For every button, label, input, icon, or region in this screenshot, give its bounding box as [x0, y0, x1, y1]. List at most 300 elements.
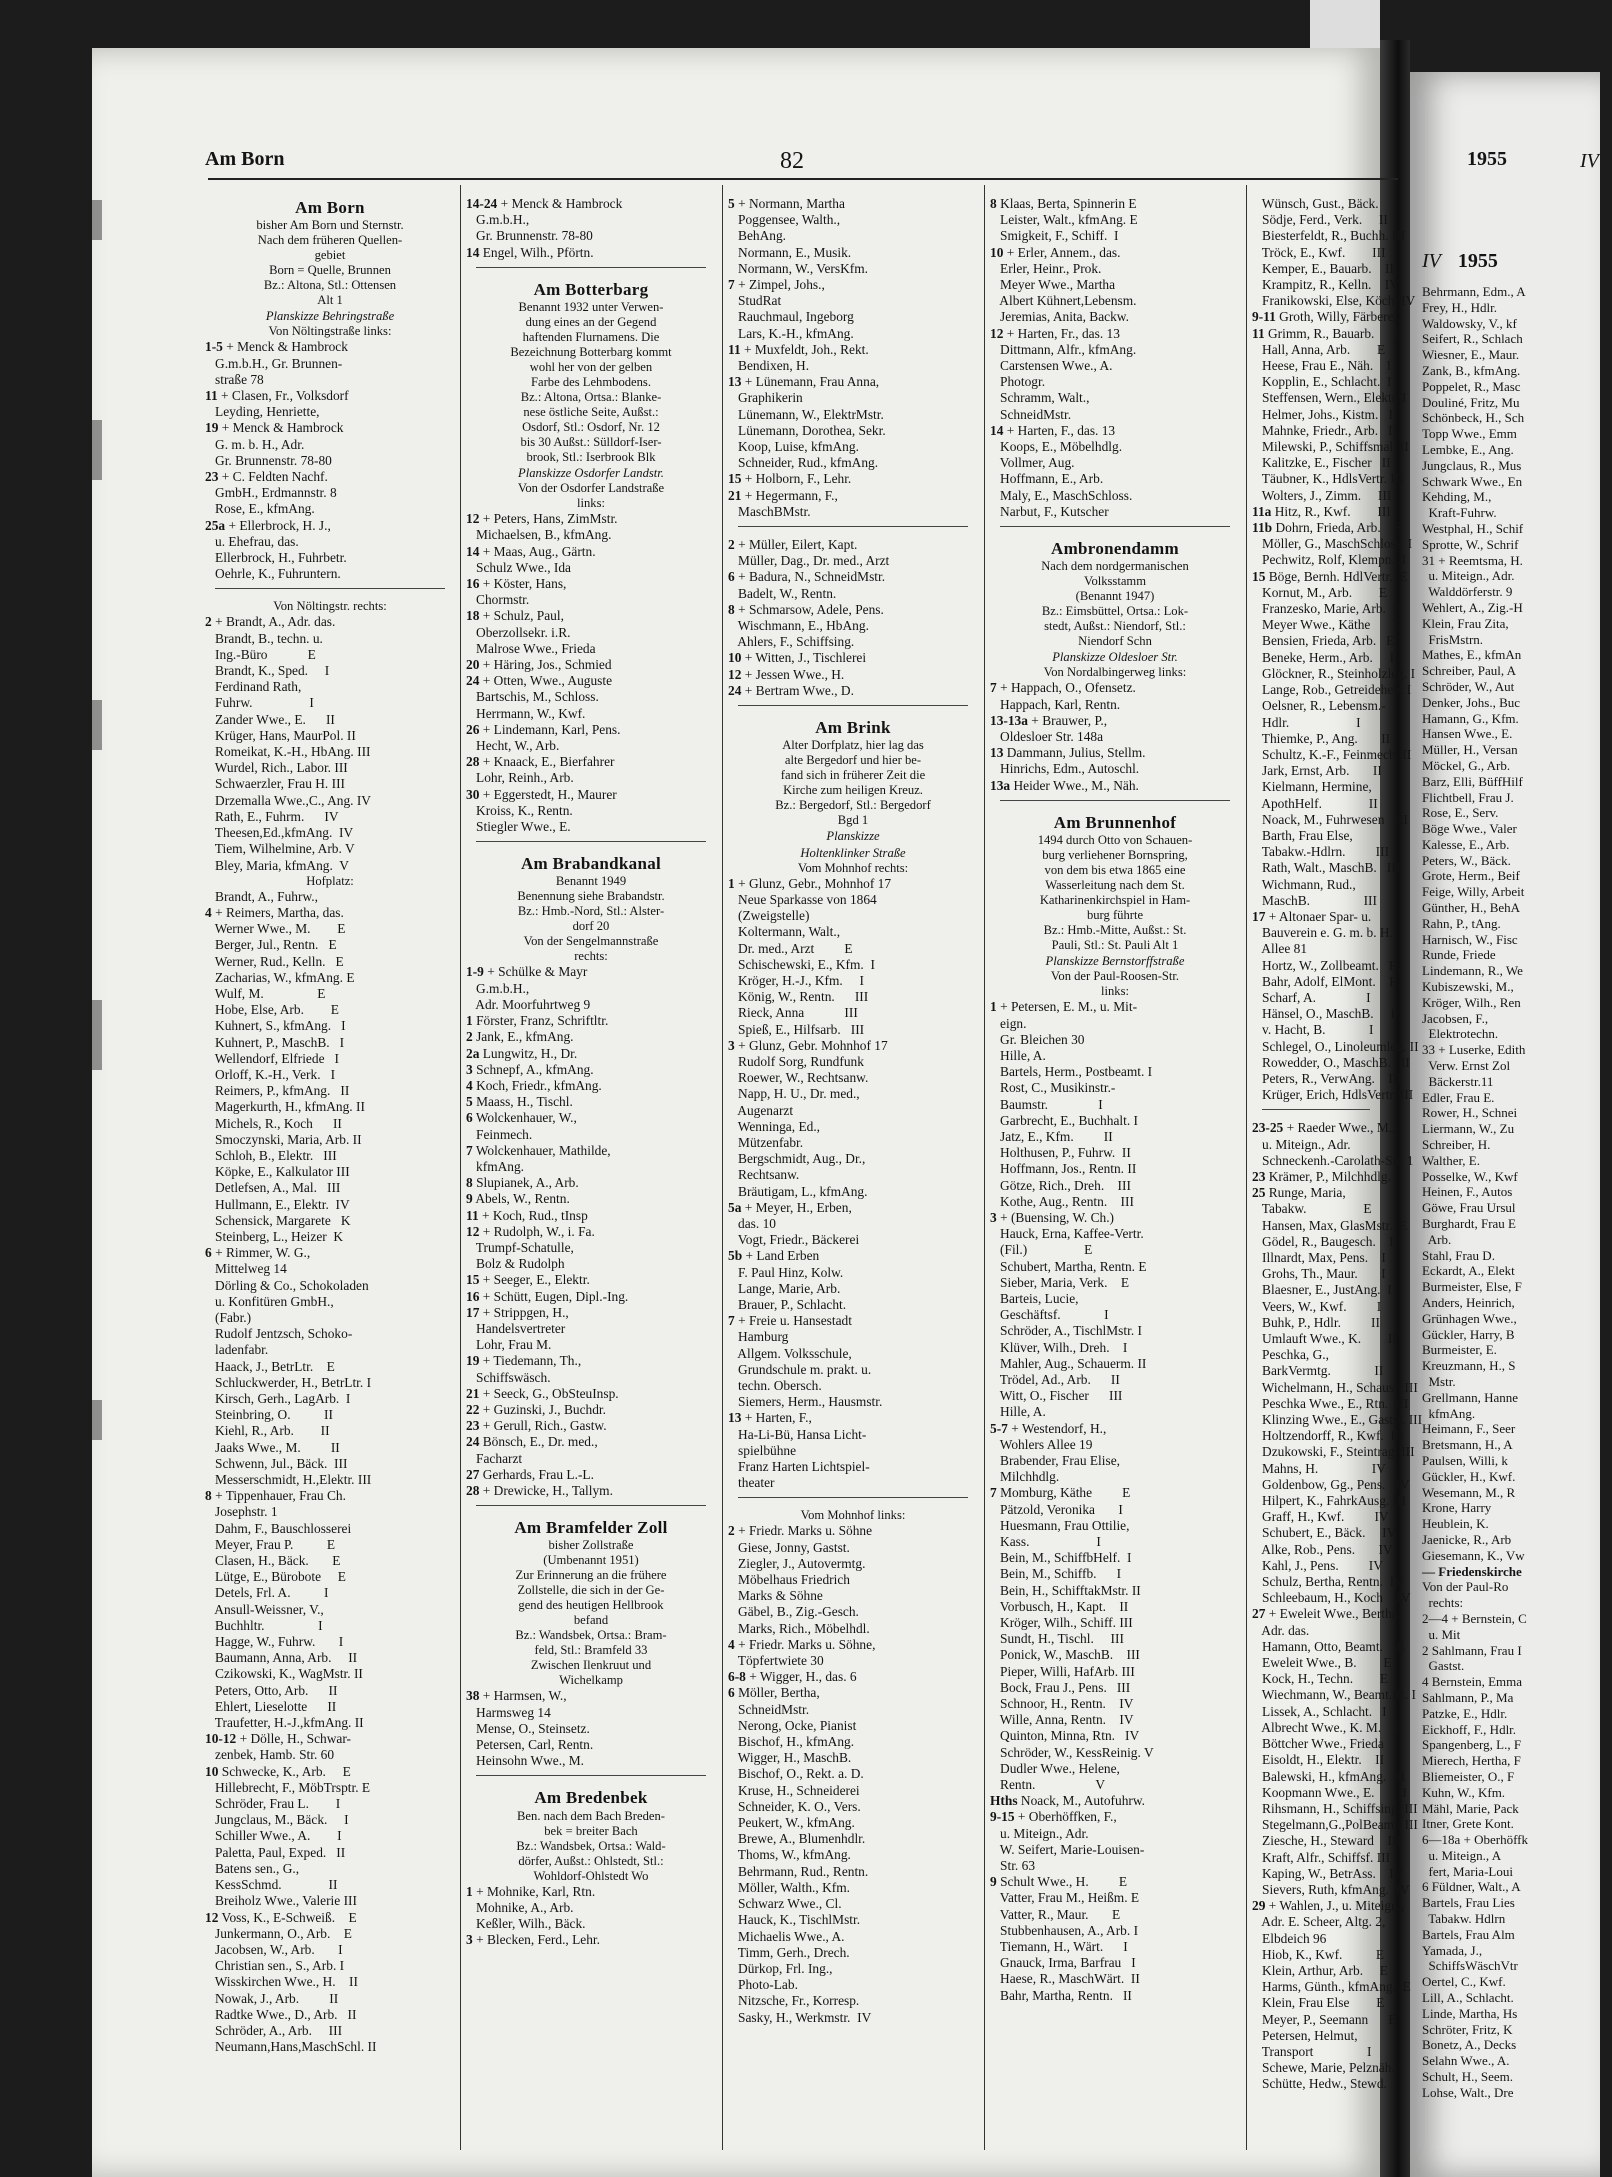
resident-entry [205, 566, 455, 582]
resident-entry [728, 1847, 978, 1863]
resident-entry [1252, 1363, 1384, 1379]
resident-text: Napp, H. U., Dr. med., [728, 1086, 860, 1102]
resident-entry [1252, 1638, 1405, 1655]
plan-reference: Planskizze Bernstorffstraße [1045, 954, 1185, 969]
resident-entry [990, 326, 1240, 342]
resident-text: + Mohnike, Karl, Rtn. [476, 1883, 596, 1899]
resident-text: Handelsvertreter [466, 1320, 566, 1336]
directory-column-5 [1252, 196, 1423, 2156]
resident-text: Hänsel, O., MaschB. I [1252, 1006, 1395, 1022]
resident-text: straße 78 [205, 371, 264, 387]
house-number: 23-25 [1252, 1120, 1284, 1136]
resident-text: Haack, J., BetrLtr. E [205, 1358, 335, 1374]
resident-text: Traufetter, H.-J.,kfmAng. II [205, 1715, 364, 1731]
facing-page-line: Grote, Herm., Beif [1422, 868, 1520, 884]
resident-text: + Menck & Hambrock [500, 196, 623, 211]
house-number: 10-12 [205, 1731, 237, 1747]
resident-entry [1252, 811, 1408, 828]
resident-text: Rauchmaul, Ingeborg [728, 309, 854, 325]
resident-text: Franz Harten Lichtspiel- [728, 1459, 870, 1475]
resident-text: + Harten, F., [744, 1410, 812, 1426]
resident-entry [728, 1167, 978, 1183]
house-number: 9 [466, 1191, 473, 1207]
resident-entry [1252, 2044, 1380, 2060]
resident-text: Hille, A. [990, 1404, 1046, 1420]
facing-page-line: Rower, H., Schnei [1422, 1105, 1518, 1121]
resident-entry [728, 1281, 978, 1297]
resident-text: Rechtsanw. [728, 1167, 800, 1183]
resident-text: Giese, Jonny, Gastst. [728, 1539, 850, 1555]
resident-text: + Drewicke, H., Tallym. [482, 1482, 613, 1498]
resident-entry [205, 1067, 455, 1083]
plan-reference: Planskizze Behringstraße [265, 309, 395, 324]
resident-entry [990, 1226, 1240, 1242]
resident-entry [1252, 1979, 1411, 1995]
resident-text: Pechwitz, Rolf, Klempn. I [1252, 552, 1406, 568]
running-head-year: 1955 [1467, 148, 1507, 170]
resident-entry [466, 1753, 716, 1769]
resident-text: Neue Sparkasse von 1864 [728, 891, 877, 907]
page-number: 82 [780, 148, 804, 174]
resident-text: Narbut, F., Kutscher [990, 503, 1109, 519]
resident-text: Harmsweg 14 [466, 1704, 551, 1720]
resident-text: ApothHelf. II [1252, 795, 1378, 811]
resident-text: Trödel, Ad., Arb. II [990, 1371, 1120, 1387]
resident-text: Bein, H., SchifftakMstr. II [990, 1582, 1141, 1598]
resident-text: Gäbel, B., Zig.-Gesch. [728, 1604, 859, 1620]
resident-text: Kothe, Aug., Rentn. III [990, 1193, 1134, 1209]
street-heading: Am Born [295, 198, 365, 217]
street-note: von dem bis etwa 1865 eine [1044, 863, 1186, 878]
resident-text: Leyding, Henriette, [205, 404, 320, 420]
gutter-mark [92, 200, 102, 240]
resident-text: Siemers, Herm., Hausmstr. [728, 1394, 883, 1410]
resident-entry [990, 1437, 1240, 1453]
resident-text: Ferdinand Rath, [205, 679, 302, 695]
house-number: 13 [990, 745, 1004, 761]
resident-entry [728, 1993, 978, 2009]
resident-entry [466, 592, 716, 608]
resident-entry [466, 1353, 716, 1369]
resident-text: Engel, Wilh., Pförtn. [482, 244, 594, 260]
resident-entry [466, 997, 716, 1013]
resident-entry [728, 1313, 978, 1329]
facing-page-line: — Friedenskirche [1422, 1563, 1522, 1579]
resident-entry [205, 631, 455, 647]
street-note: alte Bergedorf und hier be- [784, 753, 922, 768]
street-note: (Benannt 1947) [1075, 589, 1155, 604]
resident-text: + Lindemann, Karl, Pens. [482, 721, 621, 737]
resident-text: + Seeck, G., ObSteuInsp. [482, 1385, 619, 1401]
resident-text: Schulz Wwe., Ida [466, 559, 571, 575]
facing-page-line: Mstr. [1422, 1373, 1456, 1389]
resident-entry [1252, 1784, 1407, 1801]
resident-text: Buchhltr. I [205, 1617, 323, 1633]
resident-entry [1252, 1168, 1391, 1185]
resident-entry [205, 1423, 455, 1439]
resident-entry [205, 388, 455, 404]
resident-text: + Land Erben [745, 1248, 820, 1264]
house-number: 26 [466, 721, 480, 737]
resident-entry [990, 1502, 1240, 1518]
resident-text: Kass. I [990, 1534, 1101, 1549]
resident-entry [205, 841, 455, 857]
resident-text: Junkermann, O., Arb. E [205, 1925, 352, 1941]
resident-text: + Reimers, Martha, das. [215, 904, 344, 920]
resident-entry [466, 819, 716, 835]
street-note: Von der Osdorfer Landstraße [517, 481, 665, 496]
resident-entry [205, 1018, 455, 1034]
resident-entry [728, 245, 978, 261]
resident-text: Tröck, E., Kwf. III [1252, 244, 1386, 260]
resident-entry [205, 1861, 455, 1877]
resident-entry [728, 973, 978, 989]
facing-page-line: Schröter, Fritz, K [1422, 2021, 1513, 2037]
resident-text: Dürkop, Frl. Ing., [728, 1960, 833, 1976]
resident-entry [728, 1977, 978, 1993]
resident-text: + Jessen Wwe., H. [744, 666, 845, 682]
house-number: 23 [466, 1418, 480, 1434]
resident-text: Franikowski, Else, Köch. IV [1252, 293, 1416, 309]
resident-text: Ziesche, H., Steward III [1252, 1833, 1401, 1849]
resident-text: Kielmann, Hermine, [1252, 779, 1372, 795]
resident-text: Hamann, Otto, Beamt. E [1252, 1638, 1405, 1654]
facing-page-line: Jungclaus, R., Mus [1422, 457, 1522, 473]
resident-entry [990, 729, 1240, 745]
house-number: 1 [466, 1013, 473, 1029]
resident-text: Holtzendorff, R., Kwf. III [1252, 1428, 1404, 1444]
resident-entry [205, 1488, 455, 1504]
resident-text: + Häring, Jos., Schmied [482, 657, 612, 673]
resident-text: (Zweigstelle) [728, 908, 810, 924]
facing-page-line: 33 + Luserke, Edith [1422, 1042, 1526, 1058]
resident-text: Jaaks Wwe., M. II [205, 1439, 340, 1455]
house-number: Hths [990, 1793, 1018, 1809]
resident-text: Ha-Li-Bü, Hansa Licht- [728, 1426, 867, 1442]
resident-text: Feinmech. [466, 1126, 533, 1142]
resident-text: Kock, H., Techn. E [1252, 1671, 1389, 1687]
facing-page-line: Peters, W., Bäck. [1422, 852, 1511, 868]
resident-entry [990, 1129, 1240, 1145]
resident-entry [466, 1029, 716, 1045]
resident-text: Ziegler, J., Autovermtg. [728, 1555, 866, 1571]
resident-entry [205, 663, 455, 679]
resident-entry [1252, 1395, 1409, 1412]
resident-entry [205, 1148, 455, 1164]
house-number: 38 [466, 1688, 480, 1704]
resident-text: Beneke, Herm., Arb. I [1252, 649, 1395, 665]
house-number: 9-11 [1252, 309, 1276, 325]
resident-entry [728, 455, 978, 471]
resident-entry [466, 1932, 716, 1948]
resident-entry [205, 986, 455, 1002]
facing-page-line: Schwark Wwe., En [1422, 473, 1523, 489]
resident-entry [205, 1180, 455, 1196]
section-separator [738, 526, 968, 537]
resident-text: Gödel, R., Baugesch. I [1252, 1233, 1394, 1249]
resident-text: Goldenbow, Gg., Pens. IV [1252, 1476, 1410, 1492]
facing-page-line: 4 Bernstein, Emma [1422, 1674, 1523, 1690]
resident-entry [728, 1216, 978, 1232]
resident-text: Adr. Moorfuhrtweg 9 [466, 996, 591, 1012]
resident-text: Veers, W., Kwf. I [1252, 1298, 1382, 1314]
resident-entry [728, 941, 978, 957]
street-heading: Am Brunnenhof [1053, 812, 1177, 832]
resident-text: Schwarz Wwe., Cl. [728, 1896, 842, 1912]
resident-entry [1252, 909, 1380, 925]
resident-text: Wenninga, Ed., [728, 1118, 821, 1134]
resident-text: Petersen, Helmut, [1252, 2027, 1358, 2043]
resident-entry [466, 1916, 716, 1932]
resident-entry [205, 1164, 455, 1180]
resident-text: Schulz, Bertha, Rentn. IV [1252, 1574, 1404, 1590]
resident-text: + Muxfeldt, Joh., Rekt. [744, 341, 869, 357]
resident-text: Mützenfabr. [728, 1134, 804, 1150]
facing-page-line: Mierech, Hertha, F [1422, 1753, 1521, 1769]
resident-text: Schwenn, Jul., Bäck. III [205, 1455, 348, 1471]
facing-page-line: Itner, Grete Kont. [1422, 1816, 1514, 1832]
resident-text: Radtke Wwe., D., Arb. II [205, 2006, 357, 2022]
house-number: 1 [990, 999, 997, 1015]
resident-entry [1252, 390, 1407, 406]
house-number: 8 [205, 1488, 212, 1504]
resident-entry [205, 970, 455, 986]
resident-text: + Seeger, E., Elektr. [482, 1272, 590, 1288]
street-note: befand [573, 1613, 609, 1628]
resident-text: Jacobsen, W., Arb. I [205, 1941, 343, 1957]
resident-entry [990, 1453, 1240, 1469]
resident-entry [205, 485, 455, 501]
resident-entry [1252, 341, 1386, 358]
resident-text: Wischmann, E., HbAng. [728, 618, 869, 634]
resident-text: Bartels, Herm., Postbeamt. I [990, 1064, 1153, 1080]
facing-page-line: Jaenicke, R., Arb [1422, 1531, 1512, 1547]
resident-text: Schwaerzler, Frau H. III [205, 776, 346, 792]
resident-entry [1252, 1315, 1380, 1331]
resident-entry [990, 1809, 1240, 1825]
resident-text: techn. Obersch. [728, 1378, 822, 1393]
resident-entry [1252, 1054, 1410, 1071]
resident-text: Möbelhaus Friedrich [728, 1572, 850, 1588]
facing-page-line: Oertel, C., Kwf. [1422, 1974, 1506, 1990]
resident-text: + Wahlen, J., u. Miteign., [1268, 1898, 1405, 1914]
resident-text: Groth, Willy, Färberei [1279, 309, 1398, 325]
street-note: Bezeichnung Botterbarg kommt [510, 345, 672, 360]
plan-reference: Planskizze Oldesloer Str. [1052, 650, 1178, 665]
resident-entry [1252, 1266, 1386, 1282]
resident-entry [990, 1534, 1240, 1550]
resident-text: Balewski, H., kfmAng. II [1252, 1768, 1406, 1784]
facing-page-line: u. Miteign., Adr. [1422, 568, 1515, 584]
resident-entry [990, 1161, 1240, 1177]
resident-text: Müller, Dag., Dr. med., Arzt [728, 553, 890, 569]
resident-text: Ehlert, Lieselotte II [205, 1698, 337, 1714]
resident-entry [466, 1337, 716, 1353]
resident-entry [990, 1566, 1240, 1582]
resident-text: Baumstr. I [990, 1096, 1103, 1112]
resident-text: Pieper, Willi, HafArb. III [990, 1663, 1135, 1679]
resident-entry [990, 1323, 1240, 1339]
facing-page-line: Burghardt, Frau E [1422, 1216, 1516, 1232]
facing-page-line: Kehding, M., [1422, 489, 1492, 505]
resident-entry [728, 1864, 978, 1880]
resident-entry [205, 1504, 455, 1520]
resident-text: Peschka, G., [1252, 1347, 1329, 1363]
house-number: 2 [728, 537, 735, 553]
facing-page-line: Arb. [1422, 1231, 1452, 1247]
resident-entry [990, 1113, 1240, 1129]
house-number: 23 [205, 469, 219, 485]
resident-text: Sasky, H., Werkmstr. IV [728, 2009, 872, 2025]
resident-entry [990, 1356, 1240, 1372]
facing-page-line: Lill, A., Schlacht. [1422, 1990, 1514, 2006]
resident-text: Tiem, Wilhelmine, Arb. V [205, 841, 355, 857]
section-separator [738, 705, 968, 716]
house-number: 7 [990, 1485, 997, 1501]
house-number: 12 [466, 1223, 480, 1239]
resident-text: Elbdeich 96 [1252, 1930, 1327, 1946]
resident-text: Theesen,Ed.,kfmAng. IV [205, 825, 354, 841]
resident-entry [466, 511, 716, 527]
resident-text: Hillebrecht, F., MöbTrsptr. E [205, 1779, 371, 1795]
resident-entry [728, 1475, 978, 1491]
resident-text: Koch, Friedr., kfmAng. [476, 1077, 602, 1093]
resident-entry [728, 1265, 978, 1281]
resident-entry [728, 1945, 978, 1961]
resident-text: Krüger, Erich, HdlsVertr. III [1252, 1087, 1414, 1103]
resident-entry [205, 1035, 455, 1051]
resident-text: Momburg, Käthe E [1000, 1485, 1131, 1501]
resident-text: Clasen, H., Bäck. E [205, 1553, 341, 1569]
resident-entry [205, 1893, 455, 1909]
house-number: 23 [1252, 1168, 1266, 1184]
resident-text: Timm, Gerh., Drech. [728, 1944, 850, 1960]
resident-entry [205, 339, 455, 355]
resident-text: Noack, M., Fuhrwesen III [1252, 811, 1408, 827]
resident-entry [728, 634, 978, 650]
resident-entry [728, 618, 978, 634]
page-header [205, 148, 1600, 182]
resident-text: Hille, A. [990, 1047, 1046, 1063]
resident-entry [990, 1907, 1240, 1923]
facing-page-line: Bäckerstr.11 [1422, 1073, 1494, 1089]
resident-text: BehAng. [728, 228, 787, 244]
street-note: brook, Stl.: Iserbrook Blk [526, 450, 656, 465]
resident-text: Hobe, Else, Arb. E [205, 1002, 339, 1018]
resident-entry [466, 1386, 716, 1402]
street-note: Zwischen Ilenkruut und [530, 1658, 652, 1673]
resident-text: Wünsch, Gust., Bäck. [1252, 196, 1379, 211]
house-number: 15 [466, 1272, 480, 1288]
resident-text: + Harten, Fr., das. 13 [1006, 325, 1120, 341]
resident-text: Klein, Frau Else E [1252, 1995, 1385, 2011]
house-number: 21 [466, 1385, 480, 1401]
resident-text: Dohrn, Frieda, Arb. E [1275, 520, 1403, 536]
resident-text: Michels, R., Koch II [205, 1115, 342, 1131]
section-separator [476, 267, 706, 278]
resident-text: MaschBMstr. [728, 503, 811, 519]
resident-text: + Blecken, Ferd., Lehr. [476, 1932, 601, 1948]
resident-entry [1252, 358, 1392, 374]
resident-entry [1252, 1590, 1411, 1606]
resident-entry [205, 1699, 455, 1715]
resident-entry [1252, 698, 1386, 714]
resident-entry [1252, 1800, 1418, 1817]
resident-text: Kirsch, Gerh., LagArb. I [205, 1391, 351, 1406]
resident-text: + Wigger, H., das. 6 [749, 1669, 857, 1685]
directory-column-3 [728, 196, 978, 2156]
street-note: burg führte [1086, 908, 1144, 923]
resident-text: Scharf, A. I [1252, 989, 1371, 1005]
column-divider [1246, 185, 1247, 2150]
resident-entry [1252, 1849, 1391, 1866]
resident-text: Helmer, Johs., Kistm. I [1252, 406, 1393, 422]
facing-page-line: Lembke, E., Ang. [1422, 441, 1514, 457]
house-number: 3 [466, 1061, 473, 1077]
resident-text: Kiehl, R., Arb. II [205, 1423, 330, 1439]
resident-text: Facharzt [466, 1450, 523, 1466]
resident-text: Lungwitz, H., Dr. [482, 1045, 578, 1061]
resident-entry [1252, 617, 1402, 633]
resident-entry [466, 1305, 716, 1321]
resident-entry [728, 683, 978, 699]
resident-entry [990, 1826, 1240, 1842]
resident-entry [205, 1245, 455, 1261]
resident-entry [1252, 1331, 1397, 1347]
resident-text: Steffensen, Wern., Elektr. I [1252, 390, 1407, 406]
resident-entry [728, 407, 978, 423]
resident-entry [728, 908, 978, 924]
street-note: Born = Quelle, Brunnen [269, 263, 391, 278]
resident-text: Augenarzt [728, 1102, 794, 1118]
resident-entry [466, 1094, 716, 1110]
resident-entry [990, 1242, 1240, 1258]
resident-entry [466, 787, 716, 803]
resident-text: + Rimmer, W. G., [215, 1245, 311, 1261]
resident-entry [466, 1483, 716, 1499]
street-note: Bz.: Wandsbek, Ortsa.: Bram- [515, 1628, 667, 1643]
resident-entry [205, 921, 455, 937]
resident-entry [466, 1208, 716, 1224]
resident-entry [466, 770, 716, 786]
facing-page-line: Hamann, G., Kfm. [1422, 710, 1519, 726]
resident-entry [728, 537, 978, 553]
resident-entry [466, 1688, 716, 1704]
resident-entry [1252, 1865, 1404, 1882]
column-divider [984, 185, 985, 2150]
resident-entry [990, 1680, 1240, 1696]
resident-text: Schnepf, A., kfmAng. [476, 1061, 594, 1077]
resident-text: Baumann, Anna, Arb. II [205, 1650, 358, 1666]
resident-entry [990, 439, 1240, 455]
gutter-mark [92, 700, 102, 750]
resident-text: Hauck, K., TischlMstr. [728, 1912, 861, 1928]
facing-page-line: Mathes, E., kfmAn [1422, 647, 1522, 663]
resident-text: Sieber, Maria, Verk. E [990, 1274, 1130, 1290]
resident-text: W. Seifert, Marie-Louisen- [990, 1841, 1145, 1857]
facing-page-line: Westphal, H., Schif [1422, 520, 1524, 536]
resident-entry [728, 1896, 978, 1912]
house-number: 9 [990, 1874, 997, 1890]
house-number: 8 [728, 601, 735, 617]
resident-entry [1252, 844, 1390, 860]
street-note: dung eines an der Gegend [525, 315, 657, 330]
resident-text: Herrmann, W., Kwf. [466, 705, 586, 721]
street-note: Bz.: Hmb.-Mitte, Außst.: St. [1043, 923, 1187, 938]
facing-page-year: 1955 [1457, 250, 1498, 272]
resident-text: Rath, E., Fuhrm. IV [205, 808, 339, 824]
resident-text: Glöckner, R., Steinholzleg. I [1252, 665, 1416, 681]
